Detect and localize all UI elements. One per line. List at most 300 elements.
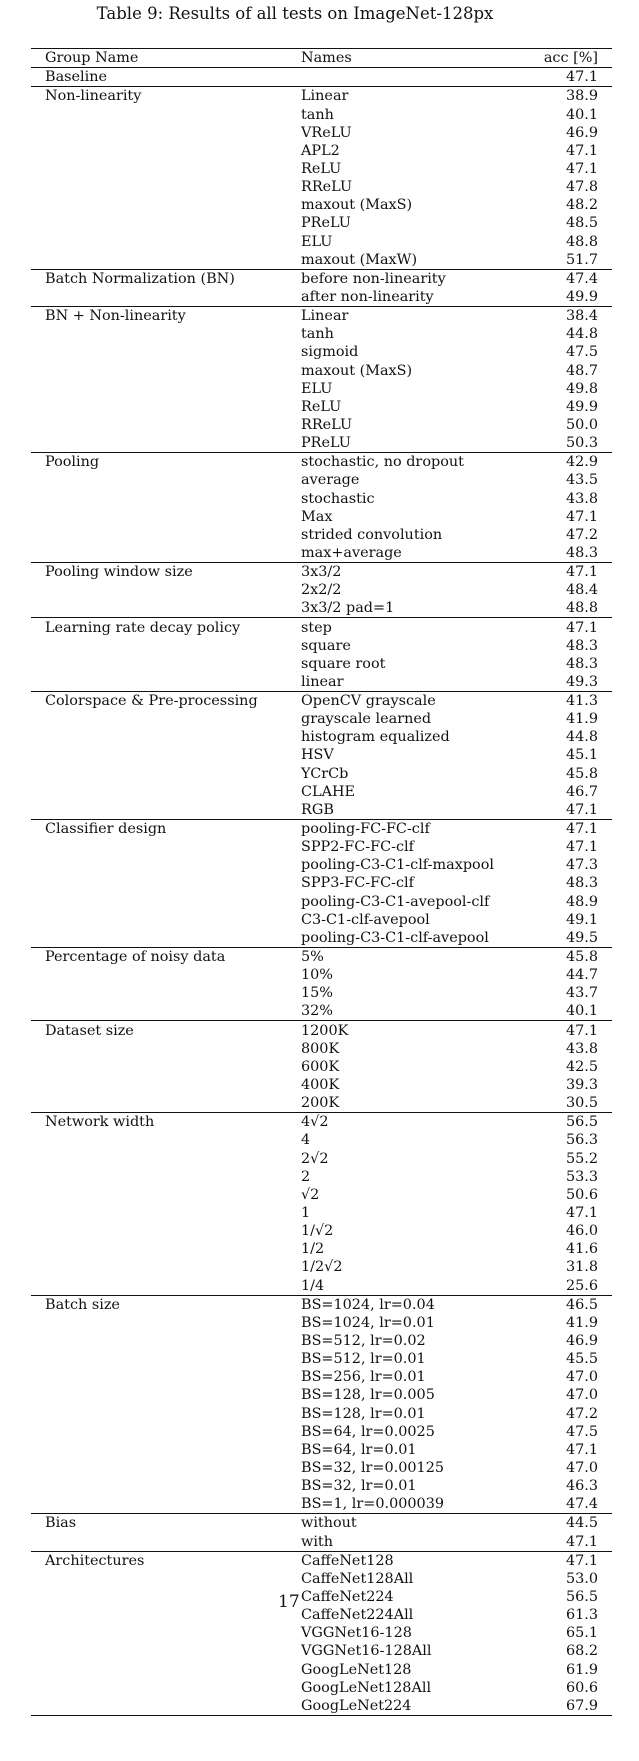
table-group [31, 1551, 612, 1715]
table-row [31, 892, 612, 910]
setting-name-cell: BS=64, lr=0.01 [301, 1441, 417, 1458]
accuracy-cell: 30.5 [565, 1095, 598, 1112]
table-group [31, 86, 612, 268]
accuracy-cell: 47.1 [565, 1533, 598, 1550]
setting-name-cell: CaffeNet128 [301, 1552, 394, 1569]
setting-name-cell: grayscale learned [301, 711, 432, 728]
accuracy-cell: 48.3 [565, 637, 598, 654]
accuracy-cell: 60.6 [565, 1679, 598, 1696]
accuracy-cell: 42.5 [565, 1058, 598, 1075]
table-row [31, 948, 612, 966]
accuracy-cell: 47.1 [565, 619, 598, 636]
table-row [31, 1296, 612, 1314]
setting-name-cell: BS=32, lr=0.01 [301, 1478, 417, 1495]
accuracy-cell: 38.9 [565, 88, 598, 105]
table-row [31, 160, 612, 178]
accuracy-cell: 46.0 [565, 1223, 598, 1240]
setting-name-cell: CaffeNet224All [301, 1607, 414, 1624]
table-row [31, 124, 612, 142]
accuracy-cell: 49.9 [565, 288, 598, 305]
table-caption: Table 9: Results of all tests on ImageNet-128px [96, 4, 494, 23]
setting-name-cell: GoogLeNet128 [301, 1661, 412, 1678]
table-row [31, 1552, 612, 1570]
header-row [31, 49, 612, 67]
accuracy-cell: 43.7 [565, 985, 598, 1002]
accuracy-cell: 49.5 [565, 929, 598, 946]
accuracy-cell: 47.1 [565, 142, 598, 159]
table-group [31, 1112, 612, 1294]
table-group [31, 947, 612, 1021]
table-row [31, 1697, 612, 1715]
group-name-cell: Baseline [45, 69, 108, 86]
table-row [31, 1477, 612, 1495]
setting-name-cell: step [301, 619, 332, 636]
group-name-cell: Network width [45, 1114, 155, 1131]
setting-name-cell: Linear [301, 308, 349, 325]
accuracy-cell: 55.2 [565, 1150, 598, 1167]
table-row [31, 1404, 612, 1422]
group-name-cell: Learning rate decay policy [45, 619, 241, 636]
accuracy-cell: 47.8 [565, 179, 598, 196]
setting-name-cell: YCrCb [301, 765, 349, 782]
setting-name-cell: SPP3-FC-FC-clf [301, 875, 414, 892]
setting-name-cell: 1/√2 [301, 1223, 334, 1240]
accuracy-cell: 68.2 [565, 1643, 598, 1660]
accuracy-cell: 48.8 [565, 233, 598, 250]
setting-name-cell: 1/4 [301, 1277, 325, 1294]
accuracy-cell: 41.9 [565, 711, 598, 728]
table-row [31, 68, 612, 86]
table-group [31, 617, 612, 691]
accuracy-cell: 48.4 [565, 582, 598, 599]
setting-name-cell: 4√2 [301, 1114, 329, 1131]
setting-name-cell: stochastic [301, 490, 375, 507]
table-group [31, 269, 612, 306]
setting-name-cell: PReLU [301, 215, 351, 232]
table-row [31, 783, 612, 801]
table-row [31, 1679, 612, 1697]
setting-name-cell: 200K [301, 1095, 340, 1112]
table-row [31, 361, 612, 379]
table-row [31, 692, 612, 710]
setting-name-cell: 2x2/2 [301, 582, 342, 599]
setting-name-cell: CLAHE [301, 783, 356, 800]
setting-name-cell: 2√2 [301, 1150, 329, 1167]
table-row [31, 251, 612, 269]
table-row [31, 820, 612, 838]
setting-name-cell: GoogLeNet128All [301, 1679, 432, 1696]
table-row [31, 416, 612, 434]
accuracy-cell: 49.1 [565, 911, 598, 928]
setting-name-cell: RGB [301, 801, 334, 818]
table-row [31, 1495, 612, 1513]
group-name-cell: Pooling window size [45, 564, 193, 581]
setting-name-cell: BS=1024, lr=0.01 [301, 1314, 435, 1331]
table-row [31, 618, 612, 636]
setting-name-cell: after non-linearity [301, 288, 434, 305]
table-row [31, 911, 612, 929]
setting-name-cell: 1 [301, 1205, 311, 1221]
table-row [31, 1532, 612, 1550]
table-row [31, 508, 612, 526]
setting-name-cell: BS=32, lr=0.00125 [301, 1459, 444, 1476]
accuracy-cell: 47.0 [565, 1459, 598, 1476]
accuracy-cell: 44.8 [565, 729, 598, 746]
table-group [31, 452, 612, 562]
table-row [31, 1423, 612, 1441]
accuracy-cell: 43.8 [565, 1040, 598, 1057]
table-row [31, 655, 612, 673]
setting-name-cell: 1/2√2 [301, 1259, 343, 1276]
setting-name-cell: OpenCV grayscale [301, 693, 436, 710]
setting-name-cell: 3x3/2 pad=1 [301, 600, 395, 617]
table-row [31, 1149, 612, 1167]
setting-name-cell: BS=1024, lr=0.04 [301, 1296, 435, 1313]
table-row [31, 489, 612, 507]
accuracy-cell: 47.5 [565, 344, 598, 361]
setting-name-cell: VGGNet16-128All [301, 1643, 432, 1660]
table-row [31, 710, 612, 728]
setting-name-cell: 1200K [301, 1022, 349, 1039]
table-row [31, 1240, 612, 1258]
table-row [31, 966, 612, 984]
table-row [31, 325, 612, 343]
accuracy-cell: 47.1 [565, 1552, 598, 1569]
accuracy-cell: 45.8 [565, 765, 598, 782]
table-row [31, 599, 612, 617]
setting-name-cell: VReLU [301, 124, 352, 141]
table-row [31, 1276, 612, 1294]
table-row [31, 984, 612, 1002]
accuracy-cell: 47.0 [565, 1387, 598, 1404]
table-row [31, 801, 612, 819]
accuracy-cell: 47.1 [565, 1022, 598, 1039]
table-row [31, 1642, 612, 1660]
table-row [31, 637, 612, 655]
accuracy-cell: 47.0 [565, 1369, 598, 1386]
accuracy-cell: 47.4 [565, 1496, 598, 1513]
accuracy-cell: 61.3 [565, 1607, 598, 1624]
accuracy-cell: 67.9 [565, 1697, 598, 1714]
group-name-cell: Percentage of noisy data [45, 949, 226, 966]
accuracy-cell: 46.5 [565, 1296, 598, 1313]
setting-name-cell: ReLU [301, 160, 342, 177]
table-row [31, 1113, 612, 1131]
table-group [31, 1020, 612, 1112]
accuracy-cell: 53.3 [565, 1168, 598, 1185]
accuracy-cell: 47.1 [565, 564, 598, 581]
accuracy-cell: 41.9 [565, 1314, 598, 1331]
table-row [31, 105, 612, 123]
setting-name-cell: histogram equalized [301, 729, 450, 746]
table-row [31, 1222, 612, 1240]
setting-name-cell: √2 [301, 1186, 320, 1203]
table-row [31, 196, 612, 214]
setting-name-cell: BS=128, lr=0.005 [301, 1387, 435, 1404]
table-row [31, 343, 612, 361]
accuracy-cell: 51.7 [565, 251, 598, 268]
table-row [31, 453, 612, 471]
setting-name-cell: 800K [301, 1040, 340, 1057]
setting-name-cell: with [301, 1533, 333, 1550]
table-row [31, 764, 612, 782]
setting-name-cell: VGGNet16-128 [301, 1625, 412, 1642]
table-group [31, 691, 612, 819]
setting-name-cell: maxout (MaxW) [301, 251, 418, 268]
setting-name-cell: 600K [301, 1058, 340, 1075]
table-row [31, 232, 612, 250]
accuracy-cell: 50.6 [565, 1186, 598, 1203]
table-row [31, 874, 612, 892]
table-group [31, 562, 612, 617]
setting-name-cell: BS=256, lr=0.01 [301, 1369, 426, 1386]
setting-name-cell: maxout (MaxS) [301, 362, 413, 379]
table-row [31, 929, 612, 947]
accuracy-cell: 31.8 [565, 1259, 598, 1276]
table-row [31, 307, 612, 325]
accuracy-cell: 46.9 [565, 1332, 598, 1349]
accuracy-cell: 47.3 [565, 857, 598, 874]
setting-name-cell: CaffeNet128All [301, 1570, 414, 1587]
group-name-cell: Dataset size [45, 1022, 134, 1039]
setting-name-cell: GoogLeNet224 [301, 1697, 412, 1714]
table-row [31, 1386, 612, 1404]
table-row [31, 1514, 612, 1532]
group-name-cell: Batch size [45, 1296, 120, 1313]
accuracy-cell: 40.1 [565, 1003, 598, 1020]
table-row [31, 563, 612, 581]
table-row [31, 728, 612, 746]
accuracy-cell: 49.3 [565, 673, 598, 690]
table-row [31, 1368, 612, 1386]
table-group [31, 67, 612, 86]
accuracy-cell: 44.7 [565, 967, 598, 984]
setting-name-cell: BS=64, lr=0.0025 [301, 1423, 435, 1440]
setting-name-cell: 32% [301, 1003, 333, 1020]
accuracy-cell: 47.1 [565, 801, 598, 818]
setting-name-cell: strided convolution [301, 526, 443, 543]
setting-name-cell: Linear [301, 88, 349, 105]
table-row [31, 1441, 612, 1459]
setting-name-cell: pooling-C3-C1-clf-maxpool [301, 857, 494, 874]
accuracy-cell: 49.8 [565, 380, 598, 397]
table-row [31, 544, 612, 562]
accuracy-cell: 47.4 [565, 270, 598, 287]
accuracy-cell: 42.9 [565, 454, 598, 471]
setting-name-cell: PReLU [301, 435, 351, 452]
table-row [31, 1588, 612, 1606]
accuracy-cell: 47.1 [565, 839, 598, 856]
accuracy-cell: 44.8 [565, 326, 598, 343]
accuracy-cell: 50.3 [565, 435, 598, 452]
table-row [31, 1350, 612, 1368]
table-row [31, 838, 612, 856]
setting-name-cell: tanh [301, 326, 334, 343]
group-name-cell: Colorspace & Pre-processing [45, 693, 258, 710]
setting-name-cell: 4 [301, 1132, 311, 1149]
group-name-cell: BN + Non-linearity [45, 308, 186, 325]
table-row [31, 1314, 612, 1332]
accuracy-cell: 25.6 [565, 1277, 598, 1294]
setting-name-cell: C3-C1-clf-avepool [301, 911, 430, 928]
accuracy-cell: 53.0 [565, 1570, 598, 1587]
table-row [31, 178, 612, 196]
accuracy-cell: 47.5 [565, 1423, 598, 1440]
accuracy-cell: 48.5 [565, 215, 598, 232]
header-group-name: Group Name [45, 50, 139, 67]
table-row [31, 380, 612, 398]
table-row [31, 1459, 612, 1477]
accuracy-cell: 61.9 [565, 1661, 598, 1678]
table-row [31, 1624, 612, 1642]
setting-name-cell: 1/2 [301, 1241, 325, 1258]
table-row [31, 434, 612, 452]
setting-name-cell: without [301, 1515, 357, 1532]
table-group [31, 306, 612, 452]
accuracy-cell: 41.6 [565, 1241, 598, 1258]
setting-name-cell: 5% [301, 949, 324, 966]
accuracy-cell: 48.7 [565, 362, 598, 379]
setting-name-cell: HSV [301, 747, 334, 764]
group-name-cell: Classifier design [45, 821, 167, 838]
table-row [31, 673, 612, 691]
table-row [31, 214, 612, 232]
table-row [31, 142, 612, 160]
table-group [31, 1513, 612, 1550]
table-row [31, 1076, 612, 1094]
setting-name-cell: ELU [301, 233, 333, 250]
accuracy-cell: 47.2 [565, 1405, 598, 1422]
accuracy-cell: 56.5 [565, 1114, 598, 1131]
table-row [31, 1186, 612, 1204]
setting-name-cell: before non-linearity [301, 270, 446, 287]
setting-name-cell: pooling-FC-FC-clf [301, 821, 430, 838]
accuracy-cell: 47.1 [565, 69, 598, 86]
accuracy-cell: 44.5 [565, 1515, 598, 1532]
setting-name-cell: BS=512, lr=0.01 [301, 1351, 426, 1368]
setting-name-cell: pooling-C3-C1-avepool-clf [301, 893, 490, 910]
accuracy-cell: 65.1 [565, 1625, 598, 1642]
table-row [31, 581, 612, 599]
table-row [31, 1570, 612, 1588]
table-row [31, 1660, 612, 1678]
bottom-rule [31, 1715, 612, 1716]
accuracy-cell: 43.5 [565, 472, 598, 489]
setting-name-cell: sigmoid [301, 344, 359, 361]
table-row [31, 1094, 612, 1112]
accuracy-cell: 48.2 [565, 197, 598, 214]
accuracy-cell: 50.0 [565, 416, 598, 433]
accuracy-cell: 47.1 [565, 508, 598, 525]
table-row [31, 87, 612, 105]
setting-name-cell: 2 [301, 1168, 311, 1185]
table-group [31, 819, 612, 947]
setting-name-cell: RReLU [301, 179, 353, 196]
table-row [31, 1040, 612, 1058]
accuracy-cell: 56.3 [565, 1132, 598, 1149]
table-row [31, 1168, 612, 1186]
accuracy-cell: 47.1 [565, 1205, 598, 1221]
setting-name-cell: SPP2-FC-FC-clf [301, 839, 414, 856]
table-row [31, 856, 612, 874]
group-name-cell: Non-linearity [45, 88, 142, 105]
setting-name-cell: RReLU [301, 416, 353, 433]
accuracy-cell: 49.9 [565, 398, 598, 415]
setting-name-cell: Max [301, 508, 333, 525]
header-names: Names [301, 50, 352, 67]
setting-name-cell: 3x3/2 [301, 564, 342, 581]
accuracy-cell: 48.8 [565, 600, 598, 617]
table-row [31, 1002, 612, 1020]
setting-name-cell: BS=1, lr=0.000039 [301, 1496, 444, 1513]
group-name-cell: Batch Normalization (BN) [45, 270, 235, 287]
setting-name-cell: stochastic, no dropout [301, 454, 464, 471]
setting-name-cell: 400K [301, 1077, 340, 1094]
accuracy-cell: 46.7 [565, 783, 598, 800]
setting-name-cell: max+average [301, 544, 402, 561]
accuracy-cell: 47.1 [565, 1441, 598, 1458]
group-name-cell: Bias [45, 1515, 77, 1532]
setting-name-cell: BS=128, lr=0.01 [301, 1405, 426, 1422]
table-row [31, 1606, 612, 1624]
accuracy-cell: 48.3 [565, 875, 598, 892]
table-row [31, 288, 612, 306]
accuracy-cell: 40.1 [565, 106, 598, 123]
table-row [31, 1258, 612, 1276]
setting-name-cell: CaffeNet224 [301, 1588, 394, 1605]
setting-name-cell: linear [301, 673, 344, 690]
setting-name-cell: 15% [301, 985, 333, 1002]
table-row [31, 526, 612, 544]
accuracy-cell: 48.3 [565, 544, 598, 561]
table-row [31, 746, 612, 764]
accuracy-cell: 46.9 [565, 124, 598, 141]
accuracy-cell: 48.3 [565, 655, 598, 672]
table-row [31, 1058, 612, 1076]
accuracy-cell: 45.8 [565, 949, 598, 966]
setting-name-cell: square [301, 637, 351, 654]
accuracy-cell: 39.3 [565, 1077, 598, 1094]
table-row [31, 398, 612, 416]
table-row [31, 1204, 612, 1222]
table-body [31, 67, 612, 1715]
accuracy-cell: 38.4 [565, 308, 598, 325]
group-name-cell: Architectures [45, 1552, 145, 1569]
table-group [31, 1295, 612, 1514]
setting-name-cell: ELU [301, 380, 333, 397]
table-row [31, 471, 612, 489]
group-name-cell: Pooling [45, 454, 100, 471]
setting-name-cell: BS=512, lr=0.02 [301, 1332, 426, 1349]
table-row [31, 1131, 612, 1149]
accuracy-cell: 41.3 [565, 693, 598, 710]
header-acc: acc [%] [543, 50, 598, 67]
accuracy-cell: 47.1 [565, 160, 598, 177]
setting-name-cell: maxout (MaxS) [301, 197, 413, 214]
setting-name-cell: ReLU [301, 398, 342, 415]
page-number: 17 [278, 1592, 300, 1612]
accuracy-cell: 45.1 [565, 747, 598, 764]
setting-name-cell: APL2 [301, 142, 340, 159]
accuracy-cell: 45.5 [565, 1351, 598, 1368]
accuracy-cell: 48.9 [565, 893, 598, 910]
results-table [31, 48, 612, 1716]
setting-name-cell: square root [301, 655, 386, 672]
table-row [31, 270, 612, 288]
setting-name-cell: 10% [301, 967, 333, 984]
table-row [31, 1332, 612, 1350]
accuracy-cell: 46.3 [565, 1478, 598, 1495]
